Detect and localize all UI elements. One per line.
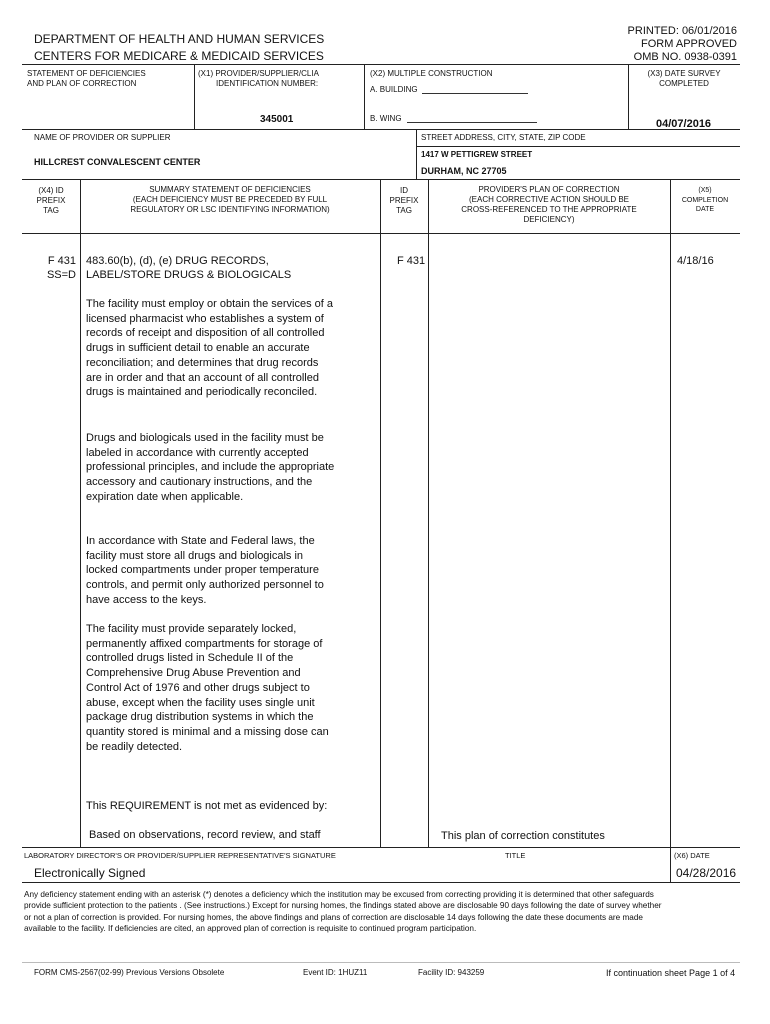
provider-name-label: NAME OF PROVIDER OR SUPPLIER — [34, 133, 171, 142]
x3-label: (X3) DATE SURVEY COMPLETED — [647, 69, 721, 88]
street-address: 1417 W PETTIGREW STREET — [421, 150, 533, 159]
wing-label: B. WING — [370, 114, 402, 123]
id-prefix-tag: F 431 — [397, 255, 426, 267]
plan-text: This plan of correction constitutes — [441, 830, 605, 842]
rule — [22, 847, 740, 848]
building-label: A. BUILDING — [370, 85, 418, 94]
requirement-paragraph: Drugs and biologicals used in the facility must be labeled in accordance with currently accepted professional principles, and include the appropriate accessory and cautionary instructions, and the expiration date when applicable. — [86, 432, 335, 503]
rule — [670, 847, 671, 882]
statement-label: STATEMENT OF DEFICIENCIES AND PLAN OF CORRECTION — [27, 69, 146, 88]
summary-header: SUMMARY STATEMENT OF DEFICIENCIES (EACH DEFICIENCY MUST BE PRECEDED BY FULL REGULATORY OR LSC IDENTIFYING INFORMATION) — [130, 185, 330, 214]
x6-date-label: (X6) DATE — [674, 851, 710, 860]
signature-label: LABORATORY DIRECTOR'S OR PROVIDER/SUPPLIER REPRESENTATIVE'S SIGNATURE — [24, 851, 336, 860]
omb-number: OMB NO. 0938-0391 — [633, 51, 737, 63]
requirement-paragraph: The facility must employ or obtain the services of a licensed pharmacist who establishes a system of records of receipt and disposition of all controlled drugs in sufficient detail to enable an accurate reconciliation; and determines that drug records are in order and that an account of all controlled drugs is maintained and periodically reconciled. — [86, 298, 333, 399]
page-indicator: If continuation sheet Page 1 of 4 — [606, 968, 736, 978]
centers-title: CENTERS FOR MEDICARE & MEDICAID SERVICES — [34, 49, 324, 63]
scope-severity: SS=D — [46, 269, 76, 281]
provider-number: 345001 — [260, 114, 294, 125]
rule — [416, 146, 740, 147]
provider-name: HILLCREST CONVALESCENT CENTER — [34, 157, 201, 167]
plan-header: PROVIDER'S PLAN OF CORRECTION (EACH CORRECTIVE ACTION SHOULD BE CROSS-REFERENCED TO THE APPROPRIATE DEFICIENCY) — [461, 185, 637, 224]
form-number: FORM CMS-2567(02-99) Previous Versions Obsolete — [34, 968, 225, 977]
rule — [22, 233, 740, 234]
survey-date: 04/07/2016 — [656, 118, 712, 130]
department-title: DEPARTMENT OF HEALTH AND HUMAN SERVICES — [34, 32, 325, 46]
signature-value: Electronically Signed — [34, 866, 146, 880]
finding-paragraph: This REQUIREMENT is not met as evidenced by: — [86, 800, 328, 812]
rule — [428, 179, 429, 847]
signature-date: 04/28/2016 — [676, 866, 737, 880]
requirement-paragraph: In accordance with State and Federal laws, the facility must store all drugs and biologicals in locked compartments under proper temperature controls, and permit only authorized personnel to have access to the keys. — [86, 535, 324, 606]
form-approved: FORM APPROVED — [641, 38, 737, 50]
event-id: Event ID: 1HUZ11 — [303, 968, 368, 977]
rule — [22, 962, 740, 963]
x1-label: (X1) PROVIDER/SUPPLIER/CLIA IDENTIFICATION NUMBER: — [198, 69, 319, 88]
x2-label: (X2) MULTIPLE CONSTRUCTION — [370, 69, 493, 78]
x4-header: (X4) ID PREFIX TAG — [36, 186, 66, 215]
rule — [80, 179, 81, 847]
rule — [628, 64, 629, 129]
deficiency-title-line1: 483.60(b), (d), (e) DRUG RECORDS, — [86, 255, 269, 267]
building-blank — [422, 93, 528, 94]
address-label: STREET ADDRESS, CITY, STATE, ZIP CODE — [421, 133, 586, 142]
title-label: TITLE — [505, 851, 526, 860]
rule — [22, 129, 740, 130]
rule — [22, 882, 740, 883]
wing-blank — [407, 122, 537, 123]
deficiency-title-line2: LABEL/STORE DRUGS & BIOLOGICALS — [86, 269, 292, 281]
disclaimer-text: Any deficiency statement ending with an asterisk (*) denotes a deficiency which the institution may be excused from correcting providing it is determined that other safeguards provide sufficient protection to the patients . (See instructions.) Except for nursing homes, the findings stated above are disclosable 90 days following the date of survey whether or not a plan of correction is provided. For nursing homes, the above findings and plans of correction are disclosable 14 days following the date these documents are made available to the facility. If deficiencies are cited, an approved plan of correction is requisite to continued program participation. — [24, 890, 662, 934]
rule — [364, 64, 365, 129]
printed-date: PRINTED: 06/01/2016 — [627, 25, 737, 37]
facility-id: Facility ID: 943259 — [418, 968, 485, 977]
completion-date: 4/18/16 — [677, 255, 714, 267]
deficiency-tag: F 431 — [47, 255, 76, 267]
x5-header: (X5) COMPLETION DATE — [681, 187, 729, 213]
rule — [380, 179, 381, 847]
id-header: ID PREFIX TAG — [389, 186, 419, 215]
requirement-paragraph: The facility must provide separately locked, permanently affixed compartments for storage of controlled drugs listed in Schedule II of the Comprehensive Drug Abuse Prevention and Control Act of 1976 and other drugs subject to abuse, except when the facility uses single unit package drug distribution systems in which the quantity stored is minimal and a missing dose can be readily detected. — [86, 623, 329, 753]
finding-paragraph: Based on observations, record review, and staff — [86, 829, 321, 841]
city-state-zip: DURHAM, NC 27705 — [421, 166, 507, 176]
rule — [194, 64, 195, 129]
rule — [416, 129, 417, 179]
rule — [22, 179, 740, 180]
rule — [670, 179, 671, 847]
rule — [22, 64, 740, 65]
